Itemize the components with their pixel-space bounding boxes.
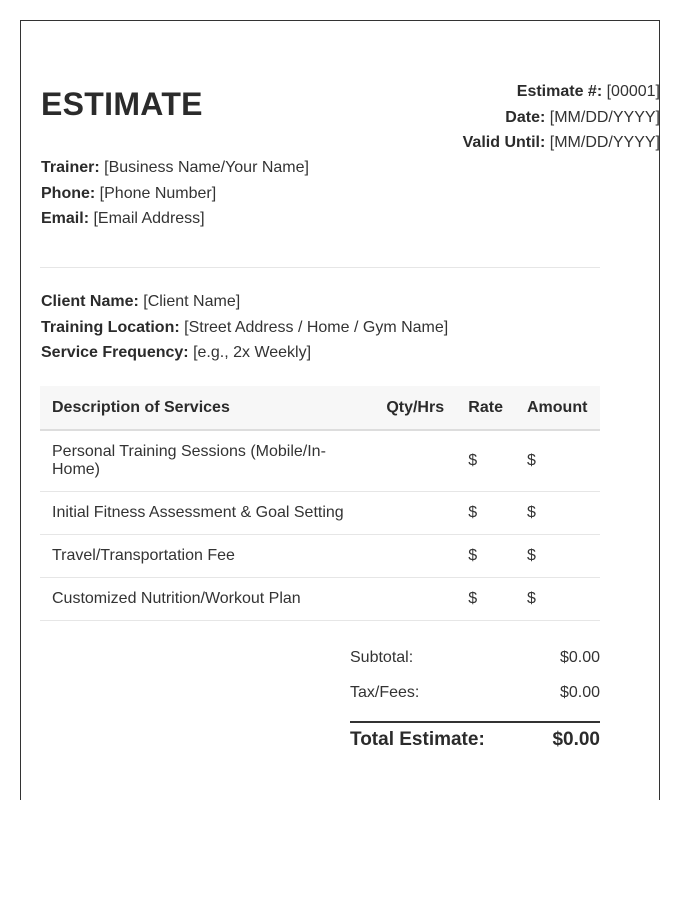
table-row (40, 430, 600, 492)
email-value: [Email Address] (93, 210, 205, 227)
row-rate: $ (456, 535, 515, 578)
date-label: Date: (505, 108, 546, 126)
subtotal-row (350, 645, 600, 680)
row-rate: $ (456, 430, 515, 492)
email-label: Email: (41, 210, 90, 227)
tax-label: Tax/Fees: (350, 684, 420, 701)
row-qty (374, 578, 456, 621)
valid-until-value: [MM/DD/YYYY] (549, 134, 660, 151)
subtotal-value: $0.00 (559, 649, 600, 666)
valid-until-label: Valid Until: (462, 134, 546, 151)
total-row (350, 721, 600, 751)
row-amount: $ (515, 535, 600, 578)
row-description: Initial Fitness Assessment & Goal Setting (40, 492, 374, 535)
estimate-number-label: Estimate #: (516, 83, 603, 100)
phone-line (41, 181, 309, 207)
service-frequency-value: [e.g., 2x Weekly] (193, 344, 312, 361)
header-amount: Amount (515, 386, 600, 430)
total-value: $0.00 (552, 729, 600, 750)
section-divider (40, 267, 600, 268)
row-description: Customized Nutrition/Workout Plan (40, 578, 374, 621)
client-name-value: [Client Name] (143, 293, 241, 310)
row-qty (374, 492, 456, 535)
date-value: [MM/DD/YYYY] (549, 108, 660, 126)
client-info (41, 289, 448, 366)
subtotal-label: Subtotal: (350, 649, 414, 666)
header-description: Description of Services (40, 386, 374, 430)
client-name-label: Client Name: (41, 293, 139, 310)
row-qty (374, 535, 456, 578)
header-qty: Qty/Hrs (374, 386, 456, 430)
training-location-value: [Street Address / Home / Gym Name] (184, 318, 449, 336)
valid-until-line (463, 130, 660, 156)
row-amount: $ (515, 430, 600, 492)
services-table (40, 386, 600, 621)
trainer-line (41, 155, 309, 181)
tax-value: $0.00 (559, 684, 600, 701)
email-line (41, 206, 309, 232)
phone-value: [Phone Number] (99, 184, 217, 202)
row-amount: $ (515, 578, 600, 621)
training-location-line (41, 315, 448, 341)
trainer-label: Trainer: (41, 159, 100, 176)
row-amount: $ (515, 492, 600, 535)
training-location-label: Training Location: (41, 318, 180, 336)
row-description: Personal Training Sessions (Mobile/In-Home) (40, 430, 374, 492)
table-header-row (40, 386, 600, 430)
estimate-meta (463, 79, 660, 156)
service-frequency-label: Service Frequency: (41, 344, 189, 361)
row-rate: $ (456, 578, 515, 621)
totals-section (350, 645, 600, 751)
trainer-info (41, 155, 309, 232)
trainer-value: [Business Name/Your Name] (104, 159, 309, 176)
table-row (40, 492, 600, 535)
row-description: Travel/Transportation Fee (40, 535, 374, 578)
table-row (40, 535, 600, 578)
estimate-number-value: [00001] (606, 83, 660, 100)
client-name-line (41, 289, 448, 315)
row-qty (374, 430, 456, 492)
tax-row (350, 680, 600, 715)
estimate-number-line (463, 79, 660, 105)
row-rate: $ (456, 492, 515, 535)
phone-label: Phone: (41, 184, 96, 202)
document-title: ESTIMATE (41, 86, 203, 122)
table-row (40, 578, 600, 621)
header-rate: Rate (456, 386, 515, 430)
date-line (463, 105, 660, 131)
total-label: Total Estimate: (350, 729, 485, 750)
service-frequency-line (41, 340, 448, 366)
